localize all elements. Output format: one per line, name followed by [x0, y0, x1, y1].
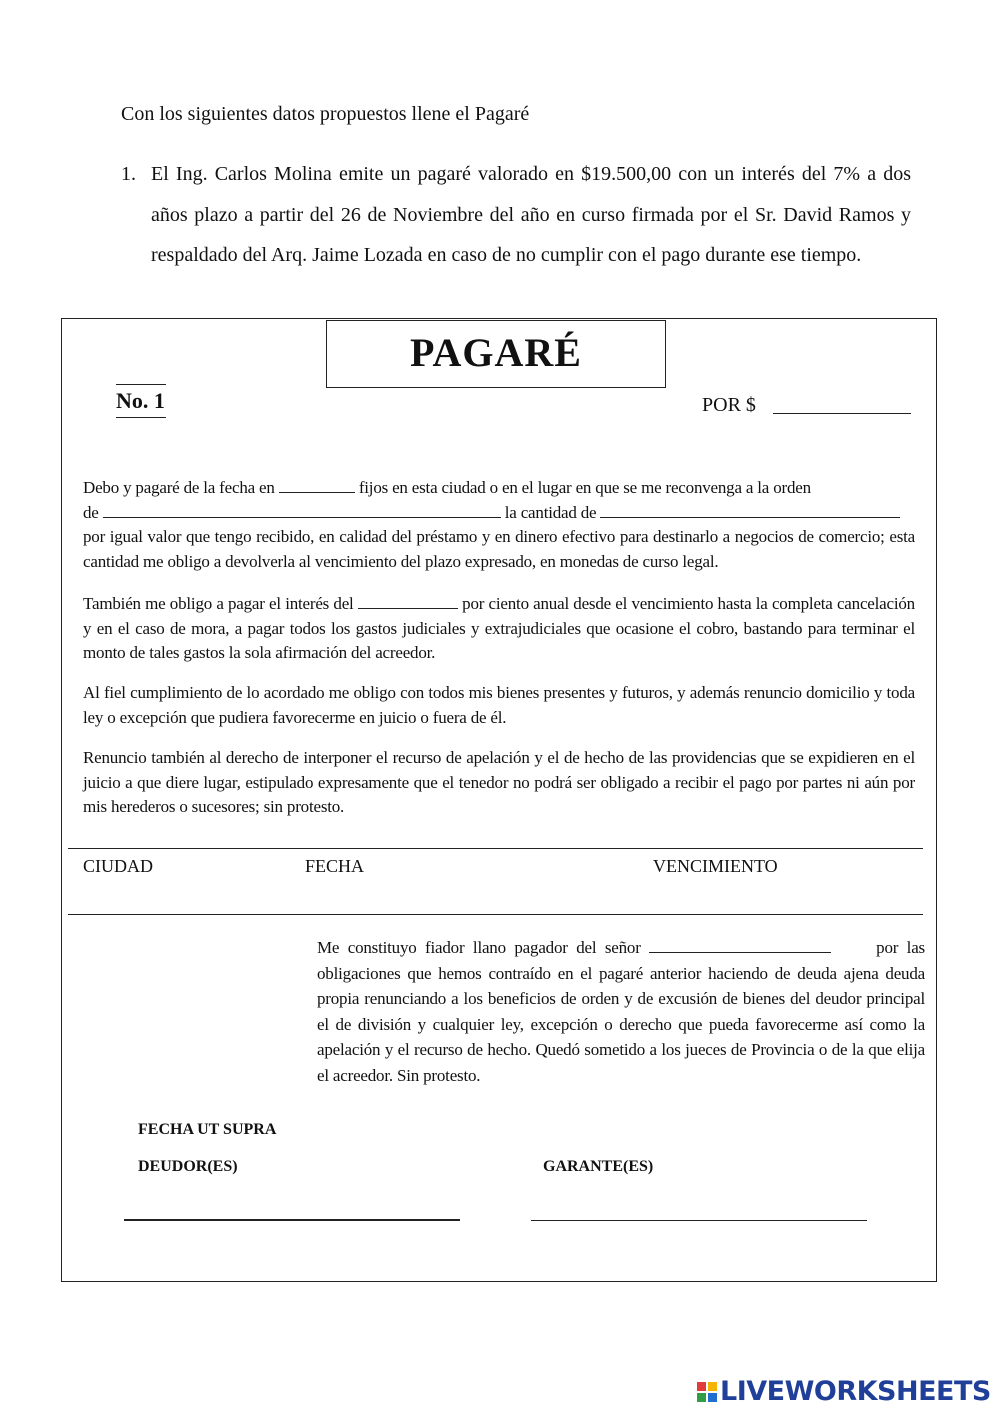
city-label: CIUDAD: [83, 856, 153, 876]
due-date-label: VENCIMIENTO: [653, 856, 778, 876]
debtor-signature-line[interactable]: [124, 1219, 460, 1221]
exercise-text: El Ing. Carlos Molina emite un pagaré valorado en $19.500,00 con un interés del 7% a dos años plazo a partir del 26 de Noviembre del año en curso firmada por el Sr. David Ramos y respaldado del Arq. Jaime Lozada en caso de no cumplir con el pago durante ese tiempo.: [151, 163, 911, 266]
paragraph-debt: [83, 476, 915, 574]
p1-text-b: fijos en esta ciudad o en el lugar en que se me reconvenga a la orden: [358, 478, 811, 497]
note-number: No. 1: [116, 388, 165, 413]
p1-text-a: Debo y pagaré de la fecha en: [83, 478, 275, 497]
promissory-note-title: PAGARÉ: [410, 330, 582, 375]
guaranteed-person-blank[interactable]: [649, 936, 831, 953]
order-of-blank[interactable]: [103, 501, 501, 518]
quantity-blank[interactable]: [600, 501, 900, 518]
exercise-item: [121, 154, 911, 276]
p2-text-b: por ciento anual desde el vencimiento hasta la completa cancelación y en el caso de mora, a pagar todos los gastos judiciales y extrajudiciales que ocasione el cobro, bastando para terminar el monto de tales gastos la sola afirmación del acreedor.: [83, 594, 915, 662]
exercise-number: 1.: [121, 163, 136, 185]
p1-text-d: la cantidad de: [504, 502, 597, 522]
paragraph-compliance: Al fiel cumplimiento de lo acordado me obligo con todos mis bienes presentes y futuros, y además renuncio domicilio y toda ley o excepción que pudiera favorecerme en juicio o fuera de él.: [83, 683, 915, 727]
liveworksheets-logo-icon: [696, 1381, 718, 1403]
p1-text-e: por igual valor que tengo recibido, en calidad del préstamo y en dinero efectivo para destinarlo a negocios de comercio; esta cantidad me obligo a devolverla al vencimiento del plazo expresado, en monedas de curso legal.: [83, 527, 915, 571]
watermark-text: LIVEWORKSHEETS: [720, 1376, 991, 1407]
liveworksheets-watermark: [696, 1377, 996, 1407]
promissory-note-title-box: [326, 320, 666, 388]
guarantee-text-b: por las obligaciones que hemos contraído en el pagaré anterior haciendo de deuda ajena deuda propia renunciando a los beneficios de orden y de excusión de bienes del deudor principal el de división y cualquier ley, excepción o derecho que pueda favorecerme así como la apelación y el recurso de hecho. Quedó sometido a los jueces de Provincia o de la que elija el acreedor. Sin protesto.: [317, 938, 925, 1085]
divider-top: [68, 848, 923, 849]
term-blank[interactable]: [279, 476, 355, 493]
paragraph-interest: [83, 592, 915, 666]
p1-text-c: de: [83, 502, 99, 522]
interest-blank[interactable]: [358, 592, 458, 609]
date-label: FECHA: [305, 856, 365, 876]
number-underline: [116, 417, 166, 418]
amount-blank[interactable]: [773, 413, 911, 414]
divider-bottom: [68, 914, 923, 915]
guarantee-text-a: Me constituyo fiador llano pagador del señor: [317, 938, 641, 957]
guarantee-paragraph: [317, 935, 925, 1088]
amount-label: POR $: [702, 394, 756, 416]
guarantors-label: GARANTE(ES): [543, 1158, 654, 1175]
p2-text-a: También me obligo a pagar el interés del: [83, 594, 354, 613]
guarantor-signature-line[interactable]: [531, 1220, 867, 1221]
paragraph-waiver: Renuncio también al derecho de interponer el recurso de apelación y el de hecho de las providencias que se expidieren en el juicio a que diere lugar, estipulado expresamente que el tenedor no podrá ser obligado a recibir el pago por partes ni aún por mis herederos o sucesores; sin protesto.: [83, 748, 915, 816]
number-overline: [116, 384, 166, 385]
debtors-label: DEUDOR(ES): [138, 1158, 238, 1175]
instructions-intro: Con los siguientes datos propuestos llene el Pagaré: [121, 103, 530, 125]
date-supra-label: FECHA UT SUPRA: [138, 1121, 277, 1138]
